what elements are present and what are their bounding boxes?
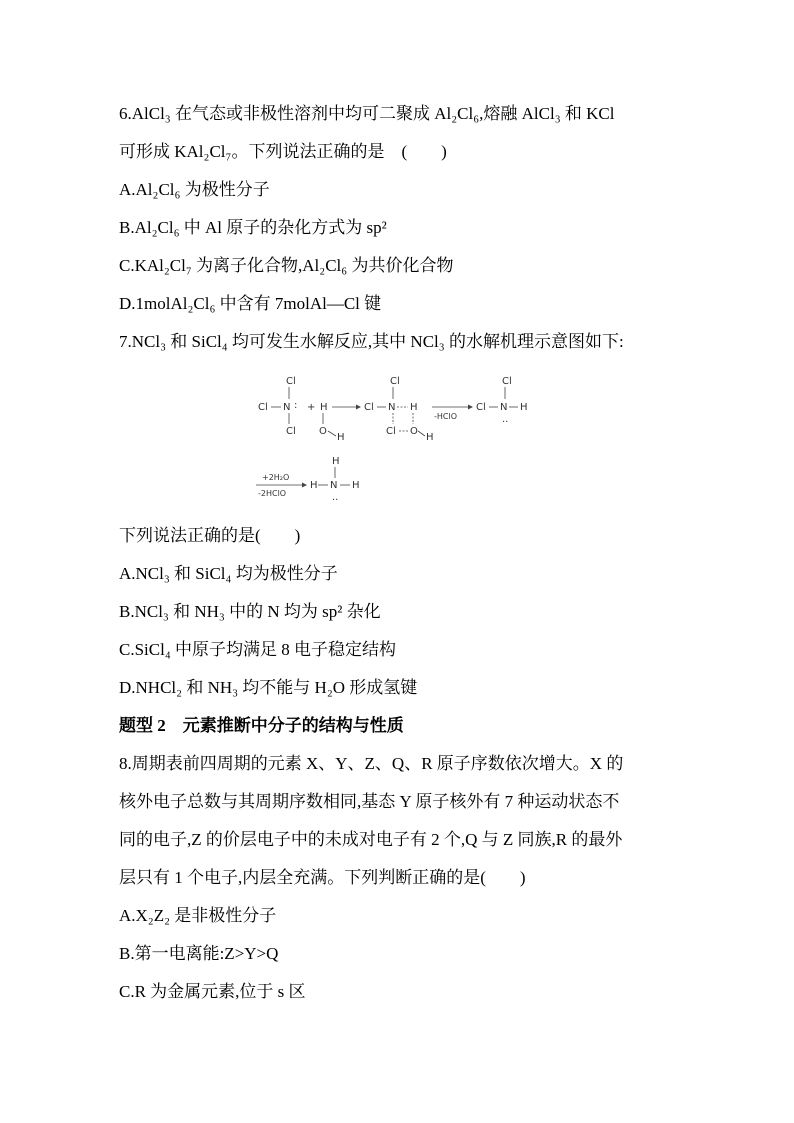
arrow-3-top-label: +2H₂O	[262, 473, 290, 482]
atom-n: N	[388, 402, 396, 413]
atom-n: N	[283, 402, 291, 413]
atom-h: H	[310, 480, 318, 491]
plus-sign: +	[307, 402, 316, 413]
q6-option-b: B.Al₂Cl₆ 中 Al 原子的杂化方式为 sp²	[119, 218, 387, 237]
q7-question: 下列说法正确的是( )	[119, 526, 301, 545]
atom-h: H	[426, 432, 434, 443]
lone-pair: :	[294, 400, 298, 411]
atom-h: H	[332, 456, 340, 467]
atom-h: H	[520, 402, 528, 413]
atom-h: H	[352, 480, 360, 491]
lone-pair: ..	[502, 414, 509, 425]
hydrolysis-mechanism-figure	[250, 368, 550, 503]
atom-cl: Cl	[390, 376, 400, 387]
q6-stem-line-2: 可形成 KAl₂Cl₇。下列说法正确的是 ( )	[119, 142, 447, 161]
q8-stem-line-1: 8.周期表前四周期的元素 X、Y、Z、Q、R 原子序数依次增大。X 的	[119, 754, 624, 773]
atom-o: O	[410, 426, 418, 437]
lone-pair: ..	[332, 492, 339, 503]
arrow-2-label: -HClO	[434, 412, 458, 421]
atom-h: H	[320, 402, 328, 413]
q8-stem-line-4: 层只有 1 个电子,内层全充满。下列判断正确的是( )	[119, 868, 526, 887]
q7-option-c: C.SiCl₄ 中原子均满足 8 电子稳定结构	[119, 640, 397, 659]
atom-n: N	[500, 402, 508, 413]
q6-option-d: D.1molAl₂Cl₆ 中含有 7molAl—Cl 键	[119, 294, 382, 313]
atom-n: N	[330, 480, 338, 491]
atom-cl: Cl	[364, 402, 374, 413]
atom-cl: Cl	[258, 402, 268, 413]
atom-o: O	[319, 426, 327, 437]
q6-option-a: A.Al₂Cl₆ 为极性分子	[119, 180, 270, 199]
q6-stem-line-1: 6.AlCl₃ 在气态或非极性溶剂中均可二聚成 Al₂Cl₆,熔融 AlCl₃ 和 KCl	[119, 104, 615, 123]
q7-option-d: D.NHCl₂ 和 NH₃ 均不能与 H₂O 形成氢键	[119, 678, 418, 697]
q8-option-c: C.R 为金属元素,位于 s 区	[119, 982, 306, 1001]
section-heading: 题型 2 元素推断中分子的结构与性质	[119, 716, 404, 735]
atom-cl: Cl	[502, 376, 512, 387]
arrow-3-bottom-label: -2HClO	[258, 489, 287, 498]
atom-cl: Cl	[386, 426, 396, 437]
q6-option-c: C.KAl₂Cl₇ 为离子化合物,Al₂Cl₆ 为共价化合物	[119, 256, 454, 275]
q8-stem-line-2: 核外电子总数与其周期序数相同,基态 Y 原子核外有 7 种运动状态不	[119, 792, 620, 811]
q7-option-a: A.NCl₃ 和 SiCl₄ 均为极性分子	[119, 564, 338, 583]
atom-h: H	[410, 402, 418, 413]
atom-cl: Cl	[286, 426, 296, 437]
q8-option-b: B.第一电离能:Z>Y>Q	[119, 944, 279, 963]
q8-stem-line-3: 同的电子,Z 的价层电子中的未成对电子有 2 个,Q 与 Z 同族,R 的最外	[119, 830, 623, 849]
q7-stem: 7.NCl₃ 和 SiCl₄ 均可发生水解反应,其中 NCl₃ 的水解机理示意图如下:	[119, 332, 624, 351]
atom-h: H	[337, 432, 345, 443]
q8-option-a: A.X₂Z₂ 是非极性分子	[119, 906, 277, 925]
q7-option-b: B.NCl₃ 和 NH₃ 中的 N 均为 sp² 杂化	[119, 602, 381, 621]
atom-cl: Cl	[476, 402, 486, 413]
atom-cl: Cl	[286, 376, 296, 387]
